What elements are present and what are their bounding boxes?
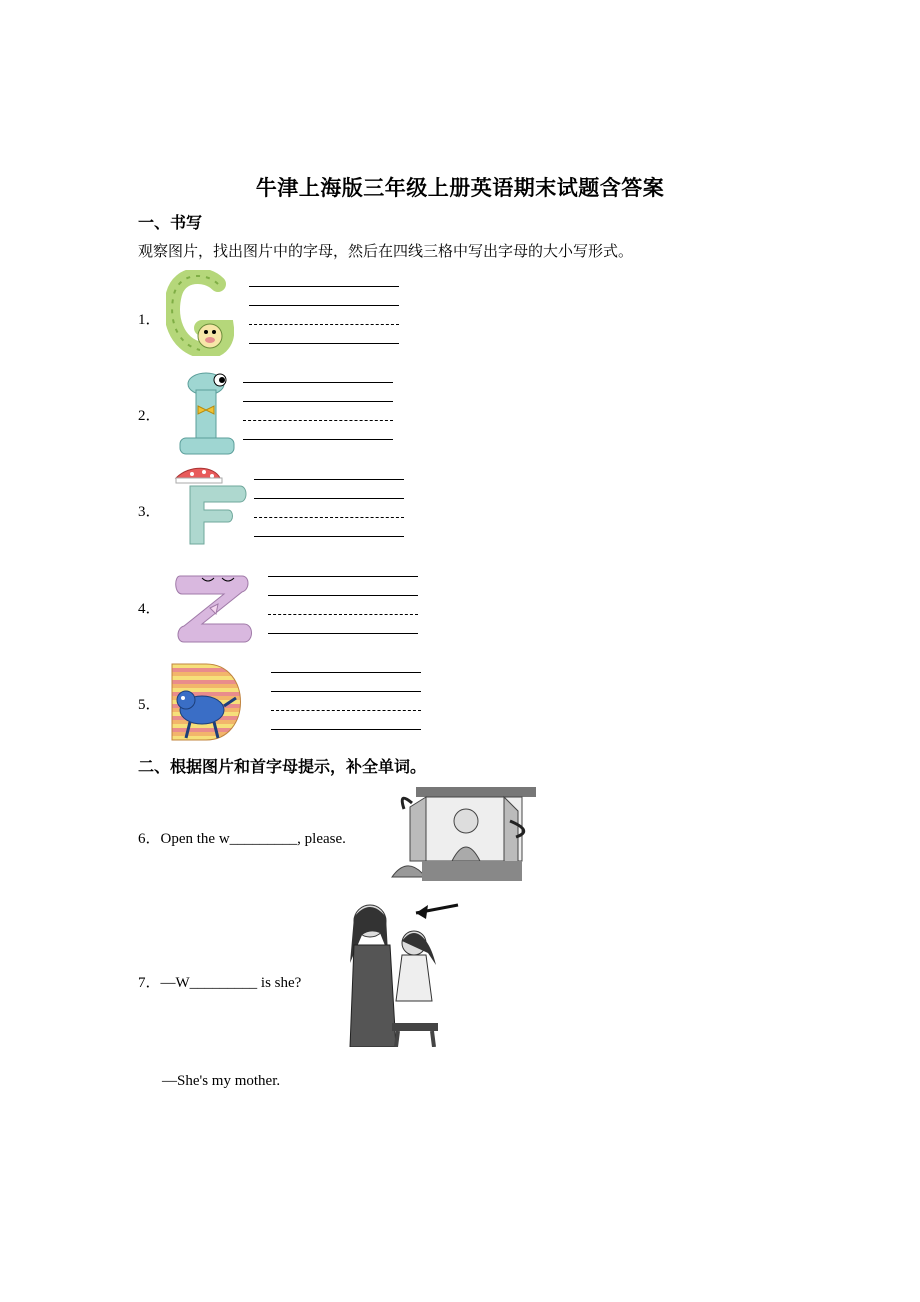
question-6: 6．Open the w_________, please. [138,831,346,847]
writing-lines-4[interactable] [268,576,418,634]
window-picture [386,781,538,885]
item-number: 3． [138,504,161,520]
section-2-heading: 二、根据图片和首字母提示，补全单词。 [138,757,427,776]
writing-lines-2[interactable] [243,382,393,440]
letter-z-picture [172,566,258,648]
mother-girl-picture [332,893,464,1047]
page-title: 牛津上海版三年级上册英语期末试题含答案 [255,176,665,200]
writing-lines-3[interactable] [254,479,404,537]
letter-d-picture [166,660,254,744]
writing-lines-5[interactable] [271,672,421,730]
item-number: 1． [138,312,161,328]
writing-lines-1[interactable] [249,286,399,344]
letter-g-picture [166,270,234,356]
question-7: 7．—W_________ is she? [138,975,302,991]
question-7-answer: —She's my mother. [162,1073,281,1089]
section-1-heading: 一、书写 [138,213,203,232]
letter-i-picture [172,370,242,458]
item-number: 5． [138,697,161,713]
letter-f-picture [170,464,250,550]
item-number: 4． [138,601,161,617]
section-1-instruction: 观察图片，找出图片中的字母，然后在四线三格中写出字母的大小写形式。 [138,242,634,260]
item-number: 2． [138,408,161,424]
